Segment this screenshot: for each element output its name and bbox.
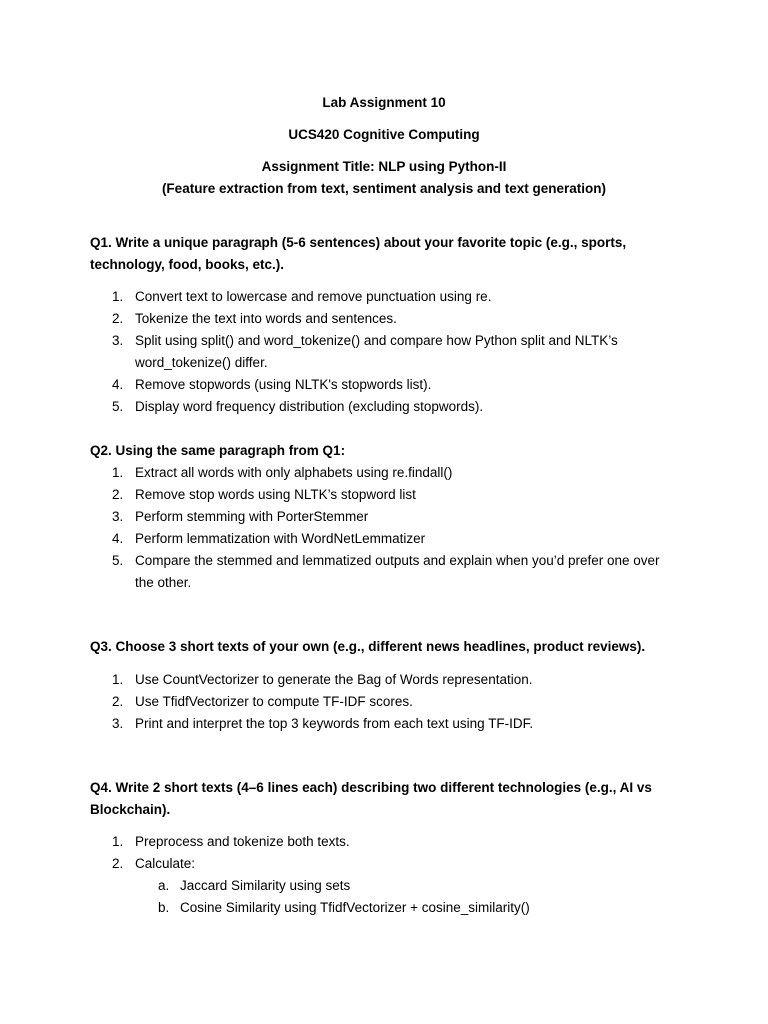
q2-heading: Q2. Using the same paragraph from Q1: xyxy=(90,443,346,458)
list-number: 5. xyxy=(112,399,124,414)
list-number: 2. xyxy=(112,311,124,326)
q1-item-5 xyxy=(112,396,692,418)
list-number: 3. xyxy=(112,333,124,348)
q4-heading-line-1: Q4. Write 2 short texts (4–6 lines each) describing two different technologies (e.g., AI vs xyxy=(90,780,652,795)
list-number: 3. xyxy=(112,509,124,524)
list-number: 2. xyxy=(112,856,124,871)
list-number: 5. xyxy=(112,553,124,568)
list-text: Tokenize the text into words and sentences. xyxy=(135,311,397,326)
list-text: Compare the stemmed and lemmatized outputs and explain when you’d prefer one over xyxy=(135,553,660,568)
list-text: Display word frequency distribution (excluding stopwords). xyxy=(135,399,484,414)
course-title: UCS420 Cognitive Computing xyxy=(288,127,480,142)
list-number: 1. xyxy=(112,834,124,849)
list-text: Print and interpret the top 3 keywords from each text using TF-IDF. xyxy=(135,716,534,731)
assignment-subtitle: (Feature extraction from text, sentiment analysis and text generation) xyxy=(161,181,607,196)
list-text: Jaccard Similarity using sets xyxy=(180,878,351,893)
list-text: Use TfidfVectorizer to compute TF-IDF scores. xyxy=(135,694,413,709)
list-number: 1. xyxy=(112,672,124,687)
list-text: Convert text to lowercase and remove punctuation using re. xyxy=(135,289,492,304)
list-text: Use CountVectorizer to generate the Bag of Words representation. xyxy=(135,672,533,687)
q4-subitem-b xyxy=(158,897,698,919)
list-text: Cosine Similarity using TfidfVectorizer + cosine_similarity() xyxy=(180,900,530,915)
list-text: Perform stemming with PorterStemmer xyxy=(135,509,369,524)
list-number: 1. xyxy=(112,289,124,304)
assignment-title: Assignment Title: NLP using Python-II xyxy=(261,159,507,174)
list-text: word_tokenize() differ. xyxy=(135,355,268,370)
q2-item-4 xyxy=(112,528,692,550)
list-number: 4. xyxy=(112,377,124,392)
list-letter: b. xyxy=(158,900,170,915)
q2-item-2 xyxy=(112,484,692,506)
list-text: the other. xyxy=(135,575,192,590)
q1-heading-line-2: technology, food, books, etc.). xyxy=(90,257,285,272)
q1-heading-line-1: Q1. Write a unique paragraph (5-6 sentences) about your favorite topic (e.g., sports, xyxy=(90,235,627,250)
q2-item-5-continued xyxy=(112,572,692,594)
q4-item-1 xyxy=(112,831,692,853)
list-number: 1. xyxy=(112,465,124,480)
q2-item-5 xyxy=(112,550,692,572)
q1-heading xyxy=(90,232,690,276)
q4-item-2 xyxy=(112,853,692,875)
q1-item-4 xyxy=(112,374,692,396)
q3-item-1 xyxy=(112,669,692,691)
q1-item-2 xyxy=(112,308,692,330)
q1-item-3 xyxy=(112,330,692,352)
list-number: 2. xyxy=(112,487,124,502)
q2-item-3 xyxy=(112,506,692,528)
q4-heading xyxy=(90,777,690,821)
list-text: Calculate: xyxy=(135,856,196,871)
q1-item-3-continued xyxy=(112,352,692,374)
list-text: Split using split() and word_tokenize() and compare how Python split and NLTK’s xyxy=(135,333,618,348)
list-text: Remove stopwords (using NLTK's stopwords list). xyxy=(135,377,432,392)
list-text: Preprocess and tokenize both texts. xyxy=(135,834,350,849)
list-number: 4. xyxy=(112,531,124,546)
list-text: Perform lemmatization with WordNetLemmatizer xyxy=(135,531,426,546)
list-number: 2. xyxy=(112,694,124,709)
list-text: Extract all words with only alphabets using re.findall() xyxy=(135,465,453,480)
list-number: 3. xyxy=(112,716,124,731)
q2-item-1 xyxy=(112,462,692,484)
q3-item-3 xyxy=(112,713,692,735)
lab-number: Lab Assignment 10 xyxy=(322,95,446,110)
list-text: Remove stop words using NLTK’s stopword list xyxy=(135,487,416,502)
q3-heading: Q3. Choose 3 short texts of your own (e.g., different news headlines, product reviews). xyxy=(90,639,646,654)
list-letter: a. xyxy=(158,878,170,893)
q4-heading-line-2: Blockchain). xyxy=(90,802,171,817)
q3-item-2 xyxy=(112,691,692,713)
q1-item-1 xyxy=(112,286,692,308)
q4-subitem-a xyxy=(158,875,698,897)
